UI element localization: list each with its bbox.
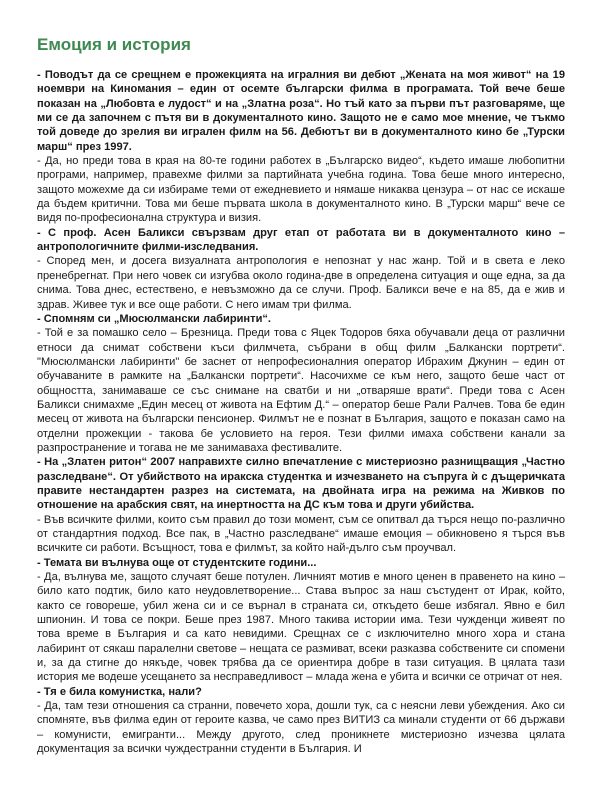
answer-paragraph: - Да, вълнува ме, защото случаят беше потулен. Личният мотив е много ценен в правенето на кино – било като подтик, било като неудовлетворение... Става въпрос за наш състудент от Ирак, който, както се говореше, убил жена си и се върнал в страната си, откъдето беше избягал. Явно е бил шпионин. И това се покри. Беше през 1987. Много такива истории има. Тези чужденци живеят по това време в България и са като невидими. Срещнах се с изключително много хора и стана лабиринт от сякаш паралелни светове – нещата се размиват, всеки разказва собствените си спомени и, за да стигне до някъде, човек трябва да се ориентира добре в тази ситуация. В цялата тази история ме водеше усещането за несправедливост – млада жена е убита и всички се отричат от нея. xyxy=(37,571,565,684)
question-paragraph: - Спомням си „Мюсюлмански лабиринти“. xyxy=(37,312,272,325)
question-paragraph: - Поводът да се срещнем е прожекцията на игралния ви дебют „Жената на моя живот“ на 19 ноември на Киномания – един от осемте български филма в програмата. Той вече беше показан на „Любовта е лудост“ и на „Златна роза“. Но тъй като за първи път разговаряме, ще ми се да започнем с пътя ви в документалното кино. Защото не е само мое мнение, че тъкмо той доведе до зрелия ви игрален филм на 56. Дебютът ви в документалното кино бе „Турски марш“ през 1997. xyxy=(37,69,565,153)
answer-paragraph: - Според мен, и досега визуалната антропология е непознат у нас жанр. Той и в света е леко пренебрегнат. При него човек си изгубва около година-две в определена ситуация и още една, за да снима. Това днес, естествено, е невъзможно да се случи. Проф. Баликси вече е на 85, да е жив и здрав. Живее тук и все още работи. С него имам три филма. xyxy=(37,255,565,311)
question-paragraph: - На „Златен ритон“ 2007 направихте силно впечатление с мистериозно разнищващия „Частно разследване“. От убийството на иракска студентка и изчезването на съпруга ѝ с дъщеричката правите нестандартен разрез на системата, на двойната игра на режима на Живков по отношение на арабския свят, на инертността на ДС към това и други убийства. xyxy=(37,456,565,512)
page-title: Емоция и история xyxy=(37,35,191,54)
answer-paragraph: - Да, но преди това в края на 80-те години работех в „Българско видео“, където имаше любопитни програми, например, правехме филми за партийната учебна година. Това беше много интересно, защото можехме да си избираме теми от ежедневието и нямаше никаква цензура – от нас се искаше да бъдем критични. Това ми беше първата школа в документалното кино. В „Турски марш“ вече се видя по-професионална структура и визия. xyxy=(37,155,565,225)
question-paragraph: - С проф. Асен Баликси свързвам друг етап от работата ви в документалното кино – антропологичните филми-изследвания. xyxy=(37,226,565,254)
interview-article xyxy=(37,68,565,757)
question-paragraph: - Тя е била комунистка, нали? xyxy=(37,685,202,698)
answer-paragraph: - Той е за помашко село – Брезница. Преди това с Яцек Тодоров бяха обучавали деца от различни етноси да снимат собствени къси филмчета, събрани в общ филм „Балкански портрети“. "Мюсюлмански лабиринти" бе заснет от непрофесионалния оператор Ибрахим Джунин – един от обучаваните в рамките на „Балкански портрети“. Насочихме се към него, защото беше част от общността, занимаваше се със снимане на сватби и ни „отваряше врати“. Преди това с Асен Баликси снимахме „Един месец от живота на Ефтим Д.“ – оператор беше Рали Ралчев. Това бе един месец от живота на български пенсионер. Филмът не е познат в България, защото е показан само на отделни прожекции - такова бе условието на героя. Тези филми имаха собствени канали за разпространение и тогава не ме занимаваха фестивалите. xyxy=(37,327,565,454)
question-paragraph: - Темата ви вълнува още от студентските години... xyxy=(37,556,317,569)
answer-paragraph: - Да, там тези отношения са странни, повечето хора, дошли тук, са с неясни леви убеждения. Ако си спомняте, във филма един от героите казва, че само през ВИТИЗ са минали студенти от 66 държави – комунисти, емигранти... Между другото, след проникнете мистериозно изчезва цялата документация за всички чуждестранни студенти в България. И xyxy=(37,700,565,756)
answer-paragraph: - Във всичките филми, които съм правил до този момент, съм се опитвал да търся нещо по-различно от стандартния подход. Все пак, в „Частно разследване“ имаше емоция – обикновено я търся във всичките си работи. Всъщност, това е филмът, за който най-дълго съм проучвал. xyxy=(37,513,565,555)
